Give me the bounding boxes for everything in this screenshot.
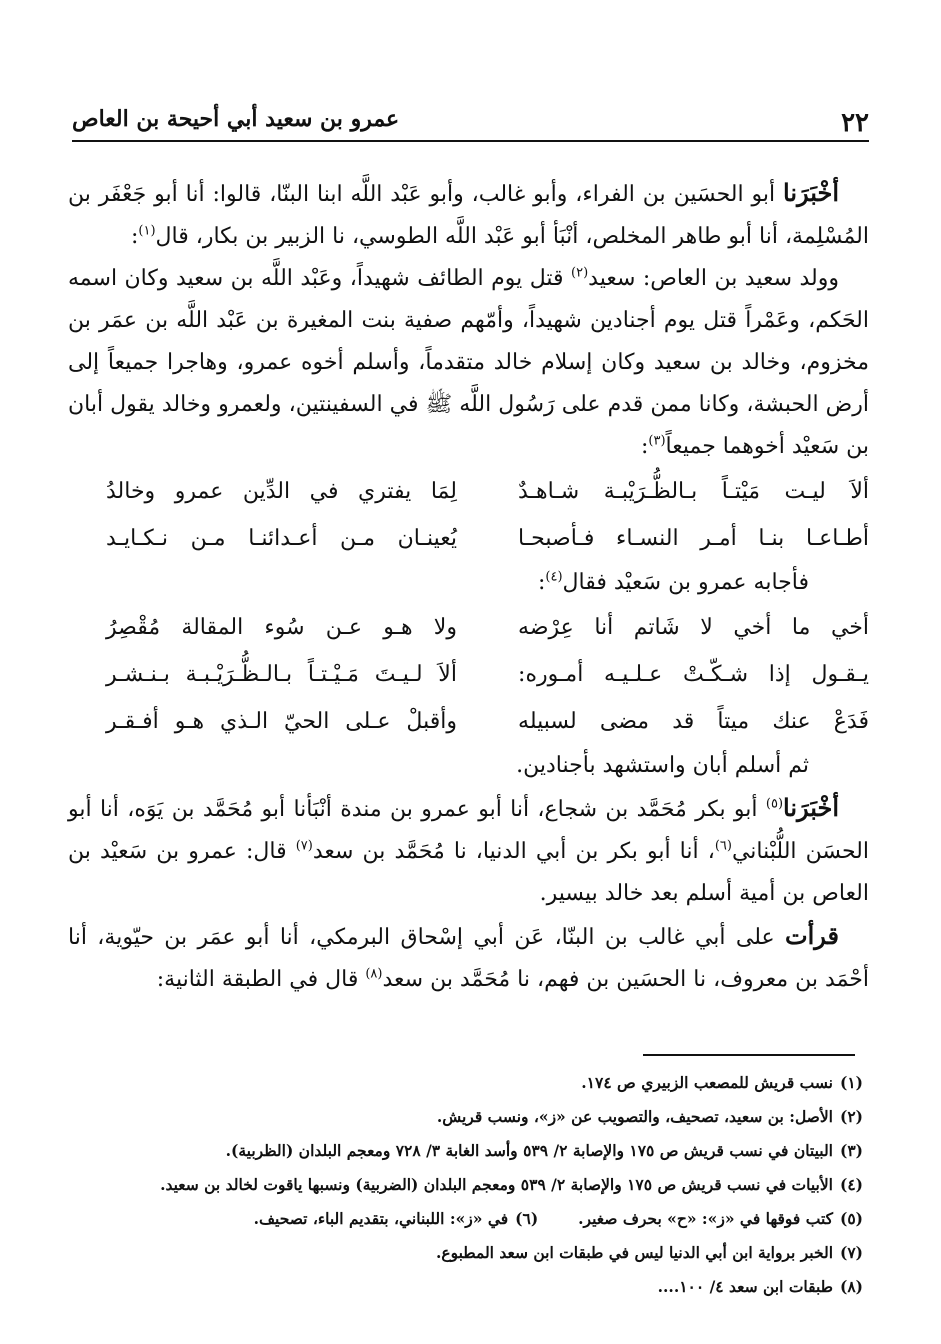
footnote-ref: (٨) <box>365 966 383 982</box>
page-header <box>72 100 869 142</box>
footnote-text: الخبر برواية ابن أبي الدنيا ليس في طبقات ابن سعد المطبوع. <box>435 1243 833 1262</box>
footnote-ref: (٤) <box>545 569 563 585</box>
paragraph-4 <box>68 915 869 1001</box>
footnote-number: (٥) <box>839 1209 863 1228</box>
footnote-2 <box>72 1100 863 1134</box>
paragraph-text: على أبي غالب بن البنّا، عَن أبي إسْحاق البرمكي، أنا أبو عمَر بن حيّوية، أنا أحْمَد بن معروف، نا الحسَين بن فهم، نا مُحَمَّد بن سعد <box>68 925 869 992</box>
lead-word: قرأت <box>785 921 839 950</box>
verse-line <box>68 698 869 745</box>
footnote-text: كتب فوقها في «ز»: «ح» بحرف صغير. <box>578 1209 833 1228</box>
page-number: ٢٢ <box>841 108 869 138</box>
paragraph-text: قال: عمرو بن سَعيْد بن العاص بن أمية أسلم بعد خالد بيسير. <box>68 839 869 906</box>
punctuation: : <box>640 434 649 459</box>
footnote-ref: (٧) <box>295 838 313 854</box>
footnote-text: نسب قريش للمصعب الزبيري ص ١٧٤. <box>581 1073 833 1092</box>
running-title: عمرو بن سعيد أبي أحيحة بن العاص <box>72 106 400 132</box>
hemistich-second: لِمَا يفتري في الدِّين عمرو وخالدُ <box>106 479 457 504</box>
lead-word: أخْبَرَنا <box>783 793 839 822</box>
footnote-number: (٢) <box>839 1107 863 1126</box>
footnote-text: في «ز»: اللبناني، بتقديم الباء، تصحيف. <box>253 1209 509 1228</box>
footnote-text: الأبيات في نسب قريش ص ١٧٥ والإصابة ٢/ ٥٣٩ ومعجم البلدان (الضربية) ونسبها ياقوت لخالد بن سعيد. <box>160 1175 833 1194</box>
paragraph-1 <box>68 172 869 258</box>
footnote-1 <box>72 1066 863 1100</box>
hemistich-first: ألاَ ليـت مَيْتـاً بـالظُّـرَيْبـة شـاهـدٌ <box>518 479 869 504</box>
main-text <box>68 172 869 1001</box>
paragraph-text: قال في الطبقة الثانية: <box>156 967 366 992</box>
hemistich-first: أخي ما أخي لا شَاتم أنا عِرْضه <box>518 615 869 640</box>
paragraph-text: فأجابه عمرو بن سَعيْد فقال <box>562 570 809 595</box>
footnote-number: (٣) <box>839 1141 863 1160</box>
paragraph-text: وولد سعيد بن العاص: سعيد <box>588 266 839 291</box>
punctuation: : <box>537 570 546 595</box>
verse-line <box>68 468 869 515</box>
after-verses: ثم أسلم أبان واستشهد بأجنادين. <box>516 753 809 778</box>
footnote-ref: (٥) <box>765 796 784 812</box>
footnote-text: طبقات ابن سعد ٤/ ١٠٠.... <box>657 1277 833 1296</box>
paragraph-text: أبو الحسَين بن الفراء، وأبو غالب، وأبو عَبْد اللَّه ابنا البنّا، قالوا: أنا أبو جَعْفَر بن المُسْلِمة، أنا أبو طاهر المخلص، أنْبَأ أبو عَبْد اللَّه الطوسي، نا الزبير بن بكار، قال <box>68 182 869 249</box>
verse-line <box>68 604 869 651</box>
footnote-number: (٤) <box>839 1175 863 1194</box>
footnote-number: (١) <box>839 1073 863 1092</box>
hemistich-first: فَدَعْ عنك ميتاً قد مضى لسبيله <box>518 709 869 734</box>
paragraph-2 <box>68 258 869 468</box>
hemistich-second: ألاَ لـيـتَ مَـيْـتـاً بـالـظُّـرَيْـبـة بـنـشـر <box>106 662 457 687</box>
hemistich-second: يُعينـان مـن أعـدائنـا مـن نـكـايـد <box>106 526 457 551</box>
footnote-4 <box>72 1168 863 1202</box>
footnote-ref: (١) <box>138 223 156 239</box>
hemistich-second: وأقبلْ عـلى الحيّ الـذي هـو أفـقـر <box>106 709 457 734</box>
footnote-number: (٧) <box>839 1243 863 1262</box>
footnote-7 <box>72 1236 863 1270</box>
paragraph-text: أبو بكر مُحَمَّد بن شجاع، أنا أبو عمرو بن مندة أنْبَأنا أبو مُحَمَّد بن يَوَه، أنا أبو الحسَن اللُّبْناني <box>68 797 869 864</box>
footnote-ref: (٣) <box>648 433 666 449</box>
verse-line <box>68 515 869 562</box>
paragraph-text: ، أنا أبو بكر بن أبي الدنيا، نا مُحَمَّد بن سعد <box>312 839 715 864</box>
poem-2 <box>68 604 869 745</box>
poem-1 <box>68 468 869 562</box>
footnote-3 <box>72 1134 863 1168</box>
footnotes <box>72 1066 863 1304</box>
footnote-5-6 <box>72 1202 863 1236</box>
footnote-text: الأصل: بن سعيد، تصحيف، والتصويب عن «ز»، ونسب قريش. <box>436 1107 833 1126</box>
punctuation: : <box>130 224 139 249</box>
hemistich-first: أطـاعـا بنـا أمـر النسـاء فـأصبحـا <box>518 526 869 551</box>
footnote-number: (٨) <box>839 1277 863 1296</box>
footnote-text: البيتان في نسب قريش ص ١٧٥ والإصابة ٢/ ٥٣٩ وأسد الغابة ٣/ ٧٢٨ ومعجم البلدان (الظربية). <box>225 1141 833 1160</box>
lead-word: أخْبَرَنا <box>783 178 839 207</box>
footnote-separator <box>643 1054 855 1056</box>
hemistich-first: يـقـول إذا شـكّـتْ عـلـيـه أمـوره: <box>518 662 869 687</box>
footnote-number: (٦) <box>515 1209 539 1228</box>
footnote-ref: (٦) <box>714 838 732 854</box>
verse-intro <box>68 562 809 604</box>
footnote-ref: (٢) <box>571 265 589 281</box>
paragraph-text: قتل يوم الطائف شهيداً، وعَبْد اللَّه بن سعيد وكان اسمه الحَكم، وعَمْراً قتل يوم أجنادين شهيداً، وأمّهم صفية بنت المغيرة بن عَبْد اللَّه بن عمَر بن مخزوم، وخالد بن سعيد وكان إسلام خالد متقدماً، وأسلم أخوه عمرو، وهاجرا جميعاً إلى أرض الحبشة، وكانا ممن قدم على رَسُول اللَّه ﷺ في السفينتين، ولعمرو وخالد يقول أبان بن سَعيْد أخوهما جميعاً <box>68 266 869 459</box>
hemistich-second: ولا هـو عـن سُوء المقالة مُقْصِرُ <box>106 615 457 640</box>
footnote-8 <box>72 1270 863 1304</box>
verse-line <box>68 651 869 698</box>
paragraph-3 <box>68 787 869 915</box>
